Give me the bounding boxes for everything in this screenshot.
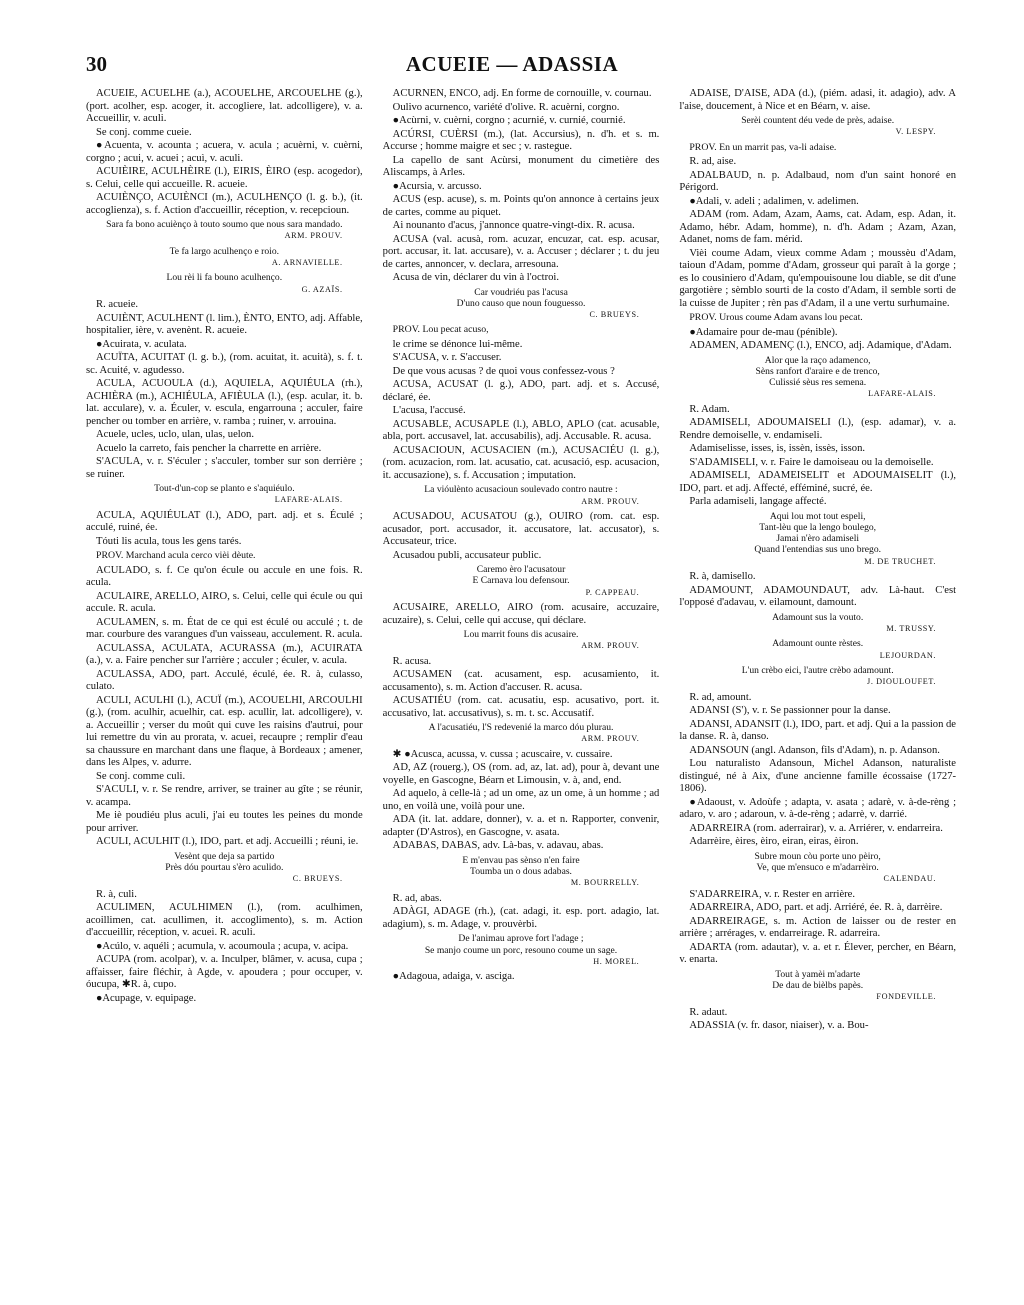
dictionary-entry: ADAMOUNT, ADAMOUNDAUT, adv. Là-haut. C'est l'opposé d'adavau, v. eilamount, damount. bbox=[679, 584, 957, 609]
quotation-author: M. BOURRELLY. bbox=[570, 878, 640, 888]
quotation-author: LAFARE-ALAIS. bbox=[868, 389, 937, 399]
dictionary-entry: Acusa de vin, déclarer du vin à l'octroi. bbox=[392, 272, 560, 283]
dictionary-entry: Tóuti lis acula, tous les gens tarés. bbox=[96, 535, 242, 547]
dictionary-entry: ACULAIRE, ARELLO, AIRO, s. Celui, celle qui écule ou qui accule. R. acula. bbox=[86, 590, 363, 615]
dictionary-entry: ACUPA (rom. acolpar), v. a. Inculper, blâmer, v. acusa, cupa ; affaisser, faire fléchir, à Agde, v. apoudera ; pour occuper, v. óucupa, ✱R. à, cupo. bbox=[86, 954, 363, 991]
quotation-author: LEJOURDAN. bbox=[879, 650, 937, 660]
dictionary-columns bbox=[86, 88, 956, 1288]
quotation bbox=[679, 355, 956, 389]
dictionary-entry: ADABAS, DABAS, adv. Là-bas, v. adavau, abas. bbox=[392, 840, 604, 852]
quotation-line: Adamount ounte rèstes. bbox=[772, 638, 864, 650]
dictionary-entry: ●Acùrni, v. cuèrni, corgno ; acurnié, v. curnié, cournié. bbox=[392, 115, 626, 126]
dictionary-entry: S'ADARREIRA, v. r. Rester en arrière. bbox=[689, 888, 856, 900]
dictionary-entry: R. à, culi. bbox=[96, 888, 137, 900]
quotation-line: Près dóu pourtau s'èro aculido. bbox=[165, 862, 284, 874]
dictionary-entry: ADANSI (S'), v. r. Se passionner pour la danse. bbox=[689, 705, 891, 717]
dictionary-entry: ACULI, ACULHIT (l.), IDO, part. et adj. Accueilli ; réuni, ie. bbox=[96, 836, 359, 848]
dictionary-entry: le crime se dénonce lui-même. bbox=[392, 338, 523, 350]
dictionary-entry: ●Acupage, v. equipage. bbox=[96, 992, 197, 1004]
dictionary-entry: ACUSABLE, ACUSAPLE (l.), ABLO, APLO (cat. acusable, abla, port. accusavel, lat. accusabilis), adj. Accusable. R. acusa. bbox=[382, 418, 660, 443]
dictionary-entry: ADA (it. lat. addare, donner), v. a. et n. Rapporter, convenir, adapter (D'Astros), en Gascogne, v. asata. bbox=[382, 814, 660, 838]
dictionary-entry: Acusadou publi, accusateur public. bbox=[392, 549, 542, 561]
quotation-author: C. BRUEYS. bbox=[589, 309, 640, 319]
quotation-line: Subre moun còu porte uno pèiro, bbox=[754, 850, 881, 862]
dictionary-entry: R. Adam. bbox=[689, 403, 730, 415]
dictionary-entry: R. ad, aise. bbox=[689, 156, 737, 168]
quotation-line: Alor que la raço adamenco, bbox=[764, 354, 871, 366]
dictionary-entry: ADARREIRAGE, s. m. Action de laisser ou de rester en arrière ; arrérages, v. endarreirage. R. adarreira. bbox=[679, 915, 957, 940]
dictionary-entry: Se conj. comme cueie. bbox=[96, 126, 192, 138]
dictionary-entry: ACULIMEN, ACULHIMEN (l.), (rom. aculhimen, acoillimen, cat. acullimen, it. accoglimento), s. m. Action d'accueillir, réception, v. acuei. R. aculi. bbox=[86, 902, 363, 939]
quotation bbox=[86, 219, 363, 230]
quotation bbox=[679, 851, 956, 873]
dictionary-entry: ACULA, ACUOULA (d.), AQUIELA, AQUIÉULA (rh.), ACHIÈRA (m.), ACHIÉULA, AFIÈULA (l.), (esp. acular, it. b. lat. acculare), v. a. Éculer, v. escula, engarrouna ; acculer, faire pencher ou tomber en arrière, v. ramba ; ruiner, v. arrouina. bbox=[86, 378, 363, 427]
dictionary-entry: Parla adamiseli, langage affecté. bbox=[689, 496, 827, 508]
dictionary-entry: ADANSI, ADANSIT (l.), IDO, part. et adj. Qui a la passion de la danse. R. à, danso. bbox=[679, 718, 957, 743]
dictionary-entry: De que vous acusas ? de quoi vous confessez-vous ? bbox=[392, 365, 615, 377]
quotation bbox=[383, 564, 660, 586]
dictionary-entry: ●Acuirata, v. aculata. bbox=[96, 338, 187, 350]
dictionary-entry: ●Acursia, v. arcusso. bbox=[392, 180, 482, 192]
dictionary-entry: ACUS (esp. acuse), s. m. Points qu'on annonce à certains jeux de cartes, comme au piquet. bbox=[382, 194, 660, 218]
proverb: PROV. Marchand acula cerco vièi dèute. bbox=[96, 550, 256, 562]
dictionary-entry: ADAMEN, ADAMENÇ (l.), ENCO, adj. Adamique, d'Adam. bbox=[689, 340, 952, 352]
column-left bbox=[86, 88, 363, 1288]
proverb: PROV. En un marrit pas, va-li adaise. bbox=[689, 141, 837, 153]
quotation bbox=[679, 115, 956, 126]
quotation-line: Toumba un o dous adabas. bbox=[470, 866, 572, 878]
quotation-author: C. BRUEYS. bbox=[292, 874, 343, 884]
dictionary-entry: ACULADO, s. f. Ce qu'on écule ou accule en une fois. R. acula. bbox=[86, 564, 363, 589]
dictionary-entry: ACULASSA, ACULATA, ACURASSA (m.), ACUIRATA (a.), v. a. Faire pencher sur l'arrière ; acculer ; éculer, v. acula. bbox=[86, 642, 363, 667]
quotation bbox=[383, 933, 660, 955]
quotation bbox=[383, 484, 660, 495]
dictionary-entry: La capello de sant Acùrsi, monument du cimetière des Aliscamps, à Arles. bbox=[382, 154, 660, 178]
dictionary-entry: Adarrèire, èires, èiro, eiran, eiras, èiron. bbox=[689, 836, 859, 848]
dictionary-entry: AD, AZ (rouerg.), OS (rom. ad, az, lat. ad), pour à, devant une voyelle, en Gascogne, Béarn et Limousin, v. à, and, end. bbox=[382, 762, 660, 786]
dictionary-entry: S'ACULI, v. r. Se rendre, arriver, se trainer au gîte ; se réunir, v. acampa. bbox=[86, 784, 363, 808]
dictionary-entry: ACUSA, ACUSAT (l. g.), ADO, part. adj. et s. Accusé, déclaré, ée. bbox=[382, 379, 660, 403]
quotation-line: Ve, que m'ensuco e m'adarrèiro. bbox=[756, 861, 879, 873]
quotation bbox=[679, 638, 956, 649]
dictionary-entry: ACURNEN, ENCO, adj. En forme de cornouille, v. cournau. bbox=[392, 88, 652, 99]
quotation-line: Serèi countent déu vede de près, adaise. bbox=[741, 115, 895, 126]
quotation-author: ARM. PROUV. bbox=[581, 496, 640, 506]
dictionary-entry: ACULA, AQUIÉULAT (l.), ADO, part. adj. et s. Éculé ; acculé, ruiné, ée. bbox=[86, 509, 363, 534]
quotation-author: H. MOREL. bbox=[593, 956, 640, 966]
dictionary-entry: Acuelo la carreto, fais pencher la charrette en arrière. bbox=[96, 442, 322, 454]
dictionary-entry: ADARREIRA, ADO, part. et adj. Arriéré, ée. R. à, darrèire. bbox=[689, 902, 943, 914]
dictionary-entry: Ai nounanto d'acus, j'annonce quatre-vingt-dix. R. acusa. bbox=[392, 220, 635, 231]
quotation-line: Caremo èro l'acusatour bbox=[476, 564, 566, 576]
dictionary-entry: ADAMISELI, ADAMEISELIT et ADOUMAISELIT (l.), IDO, part. et adj. Affecté, efféminé, sucré, ée. bbox=[679, 470, 957, 494]
dictionary-entry: ACUÏTA, ACUITAT (l. g. b.), (rom. acuitat, it. acuità), s. f. t. sc. Acuité, v. agudesso. bbox=[86, 352, 363, 376]
quotation bbox=[86, 246, 363, 257]
quotation bbox=[86, 483, 363, 494]
dictionary-entry: ADARREIRA (rom. aderrairar), v. a. Arriérer, v. endarreira. bbox=[689, 822, 943, 834]
dictionary-entry: ADAM (rom. Adam, Azam, Aams, cat. Adam, esp. Adan, it. Adamo, hébr. Adam, homme), n. d'h. Adam ; Azam, Azan, Adanet, noms de fam. mérid. bbox=[679, 209, 957, 246]
dictionary-entry: ●Adali, v. adeli ; adalimen, v. adelimen. bbox=[689, 195, 859, 207]
dictionary-entry: ACULASSA, ADO, part. Acculé, éculé, ée. R. à, culasso, culato. bbox=[86, 668, 363, 693]
quotation-line: Car voudriéu pas l'acusa bbox=[474, 286, 568, 298]
dictionary-entry: Vièi coume Adam, vieux comme Adam ; moussèu d'Adam, taioun d'Adam, pomme d'Adam, grosseur qui paraît à la gorge ; es lo cousiniero d'Adam, qu'empouisoune lou diable, se dit d'une gargotière ; sèmblo sourti de la costo d'Adam, il semble sorti de la cuisse de Jupiter ; rèn pas d'Adam, il a une vertu surhumaine. bbox=[679, 247, 957, 309]
dictionary-entry: ●Acuenta, v. acounta ; acuera, v. acula ; acuèrni, v. cuèrni, corgno ; acui, v. acuei ; acuì, v. aculi. bbox=[86, 140, 363, 164]
quotation-line: E m'envau pas sènso n'en faire bbox=[462, 854, 580, 866]
quotation-author: M. TRUSSY. bbox=[886, 623, 937, 633]
quotation-author: ARM. PROUV. bbox=[284, 231, 343, 241]
dictionary-entry: L'acusa, l'accusé. bbox=[392, 405, 466, 417]
dictionary-entry: Se conj. comme culi. bbox=[96, 770, 186, 782]
running-head: ACUEIE — ADASSIA bbox=[405, 52, 619, 76]
dictionary-entry: R. à, damisello. bbox=[689, 571, 756, 583]
dictionary-entry: Oulivo acurnenco, variété d'olive. R. acuèrni, corgno. bbox=[392, 101, 620, 113]
page-number: 30 bbox=[86, 52, 107, 76]
quotation-line: De l'animau aprove fort l'adage ; bbox=[458, 933, 584, 945]
dictionary-entry: ACULI, ACULHI (l.), ACUÏ (m.), ACOUELHI, ARCOULHI (g.), (rom. aculhir, acuelhir, cat. esp. acullir, lat. adcolligere), v. a. Accueillir ; verser du moût qui cuve les raisins d'autrui, pour lui remettre du vin au prorata, v. acuei, recaupre ; remplir d'eau sa chaussure en marchant dans une flaque, à Bordeaux ; amener, dans les Alpes, v. adurre. bbox=[86, 694, 363, 769]
quotation-line: Sara fa bono acuiènço à touto soumo que nous sara mandado. bbox=[106, 219, 343, 230]
dictionary-entry: ACUSATIÉU (rom. cat. acusatiu, esp. acusativo, port. it. accusativo, lat. accusativus), s. m. t. sc. Accusatif. bbox=[382, 695, 660, 719]
dictionary-entry: ●Adaoust, v. Adoùfe ; adapta, v. asata ; adarè, v. à-de-rèng ; adaro, v. aro ; adaroun, v. à-de-rèng ; adarrè, v. darrié. bbox=[679, 796, 957, 821]
quotation-author: M. DE TRUCHET. bbox=[864, 556, 937, 566]
dictionary-entry: ACULAMEN, s. m. État de ce qui est éculé ou acculé ; t. de mar. courbure des varangues d'un vaisseau, acculement. R. acula. bbox=[86, 616, 363, 641]
quotation bbox=[383, 855, 660, 877]
dictionary-entry: Lou naturalisto Adansoun, Michel Adanson, naturaliste distingué, né à Aix, d'une ancienne famille écossaise (1727-1806). bbox=[679, 758, 957, 795]
dictionary-entry: R. acusa. bbox=[392, 655, 432, 667]
quotation bbox=[383, 629, 660, 640]
quotation bbox=[86, 851, 363, 873]
quotation-line: E Carnava lou defensour. bbox=[472, 575, 570, 587]
dictionary-entry: ACUSADOU, ACUSATOU (g.), OUIRO (rom. cat. esp. acusador, port. accusador, it. accusatore, lat. accusator), s. Accusateur, trice. bbox=[382, 511, 660, 548]
quotation-line: Quand l'entendias sus uno brego. bbox=[754, 544, 882, 556]
quotation-line: Te fa largo aculhenço e roio. bbox=[169, 245, 280, 257]
quotation-line: Aqui lou mot tout espeli, bbox=[769, 510, 866, 522]
quotation bbox=[86, 272, 363, 283]
dictionary-entry: S'ACULA, v. r. S'éculer ; s'acculer, tomber sur son derrière ; se ruiner. bbox=[86, 456, 363, 480]
quotation-line: Tant-lèu que la lengo boulego, bbox=[759, 522, 877, 534]
column-middle bbox=[383, 88, 660, 1288]
quotation-line: Sèns ranfort d'araire e de trenco, bbox=[755, 365, 880, 377]
quotation-line: Culissié sèus res semena. bbox=[769, 377, 867, 389]
quotation-line: Tout à yamèi m'adarte bbox=[775, 968, 861, 980]
dictionary-entry: Me iè poudiéu plus aculi, j'ai eu toutes les peines du monde pour arriver. bbox=[86, 810, 363, 834]
dictionary-entry: R. ad, abas. bbox=[392, 892, 442, 904]
proverb: PROV. Urous coume Adam avans lou pecat. bbox=[689, 312, 863, 324]
dictionary-entry: R. acueie. bbox=[96, 299, 139, 311]
dictionary-entry: ADASSIA (v. fr. dasor, niaiser), v. a. Bou- bbox=[689, 1020, 869, 1032]
quotation-line: D'uno causo que noun fouguesso. bbox=[456, 297, 586, 309]
dictionary-entry: ACÚRSI, CUÈRSI (m.), (lat. Accursius), n. d'h. et s. m. Accurse ; homme maigre et sec ; v. rastegue. bbox=[382, 128, 660, 152]
dictionary-entry: R. ad, amount. bbox=[689, 691, 752, 703]
quotation-line: Adamount sus la vouto. bbox=[772, 611, 864, 623]
quotation bbox=[383, 722, 660, 733]
dictionary-entry: ACUSAIRE, ARELLO, AIRO (rom. acusaire, accuzaire, acuzaire), s. Celui, celle qui accuse, qui déclare. bbox=[382, 602, 660, 626]
dictionary-entry: S'ADAMISELI, v. r. Faire le damoiseau ou la demoiselle. bbox=[689, 456, 934, 468]
dictionary-entry: ADANSOUN (angl. Adanson, fils d'Adam), n. p. Adanson. bbox=[689, 744, 940, 756]
quotation bbox=[679, 969, 956, 991]
dictionary-entry: ACUIÈNÇO, ACUIÈNCI (m.), ACULHENÇO (l. g. b.), (it. accoglienza), s. f. Action d'accueillir, réception, v. recepcioun. bbox=[86, 192, 363, 216]
quotation-line: Vesènt que deja sa partido bbox=[174, 850, 275, 862]
dictionary-entry: Adamiselisse, isses, is, issèn, issès, isson. bbox=[689, 443, 866, 455]
dictionary-entry: ✱ ●Acusca, acussa, v. cussa ; acuscaire, v. cussaire. bbox=[392, 748, 613, 760]
quotation-line: Jamai n'èro adamiseli bbox=[776, 533, 860, 545]
dictionary-entry: ACUIÈIRE, ACULHÈIRE (l.), EIRIS, ÈIRO (esp. acogedor), s. Celui, celle qui accueille. R. acueie. bbox=[86, 166, 363, 190]
quotation-line: De dau de bièlbs papès. bbox=[772, 979, 864, 991]
column-right bbox=[679, 88, 956, 1288]
proverb: PROV. Lou pecat acuso, bbox=[392, 324, 489, 336]
dictionary-entry: S'ACUSA, v. r. S'accuser. bbox=[392, 352, 502, 364]
dictionary-entry: ●Adamaire pour de-mau (pénible). bbox=[689, 326, 838, 338]
dictionary-entry: ACUSACIOUN, ACUSACIEN (m.), ACUSACIÉU (l. g.), (rom. acuzacion, rom. lat. acusatio, cat. acusació, esp. acusacion, it. accusazione), s. f. Accusation ; imputation. bbox=[382, 444, 660, 481]
dictionary-entry: ●Adagoua, adaiga, v. asciga. bbox=[392, 971, 515, 983]
quotation bbox=[679, 665, 956, 676]
dictionary-entry: ADAISE, D'AISE, ADA (d.), (piém. adasi, it. adagio), adv. A l'aise, doucement, à Nice et en Béarn, v. aise. bbox=[679, 88, 957, 112]
quotation-author: LAFARE-ALAIS. bbox=[274, 495, 343, 505]
quotation-author: A. ARNAVIELLE. bbox=[271, 257, 343, 267]
quotation-author: J. DIOULOUFET. bbox=[867, 677, 937, 687]
dictionary-entry: ADAMISELI, ADOUMAISELI (l.), (esp. adamar), v. a. Rendre demoiselle, v. endamiseli. bbox=[679, 417, 957, 441]
quotation-author: ARM. PROUV. bbox=[581, 641, 640, 651]
quotation-author: FONDEVILLE. bbox=[876, 992, 937, 1002]
quotation bbox=[679, 511, 956, 556]
dictionary-entry: Acuele, ucles, uclo, ulan, ulas, uelon. bbox=[96, 429, 254, 441]
quotation-author: ARM. PROUV. bbox=[581, 734, 640, 744]
quotation-line: L'un crèbo eici, l'autre crèbo adamount. bbox=[741, 665, 894, 677]
dictionary-entry: ACUSA (val. acusà, rom. acuzar, encuzar, cat. esp. acusar, port. accusar, it. lat. accusare), v. a. Accuser ; déclarer ; t. du jeu de cartes, annoncer, v. declara, arresouna. bbox=[382, 233, 660, 270]
quotation-author: V. LESPY. bbox=[895, 127, 937, 137]
dictionary-entry: Ad aquelo, à celle-là ; ad un ome, az un ome, à un homme ; ad uno, en voilà une, voilà pour une. bbox=[382, 788, 660, 812]
quotation bbox=[679, 612, 956, 623]
quotation-line: Lou rèi li fa bouno aculhenço. bbox=[166, 272, 283, 284]
quotation-line: A l'acusatiéu, l'S redevenié la marco dóu plurau. bbox=[428, 722, 614, 734]
dictionary-entry: ADÀGI, ADAGE (rh.), (cat. adagi, it. esp. port. adagio, lat. adagium), s. m. Adage, v. prouvèrbi. bbox=[382, 906, 660, 930]
quotation-line: Lou marrit founs dis acusaire. bbox=[463, 629, 579, 641]
dictionary-entry: ACUEIE, ACUELHE (a.), ACOUELHE, ARCOUELHE (g.), (port. acolher, esp. acoger, it. accogliere, lat. adcolligere), v. a. Accueillir, v. aculi. bbox=[86, 88, 363, 124]
quotation bbox=[383, 287, 660, 309]
dictionary-entry: ADALBAUD, n. p. Adalbaud, nom d'un saint honoré en Périgord. bbox=[679, 169, 957, 194]
quotation-line: La vióulènto acusacioun soulevado contro nautre : bbox=[424, 484, 618, 496]
quotation-line: Tout-d'un-cop se planto e s'aquiéulo. bbox=[154, 483, 295, 495]
quotation-author: G. AZAÏS. bbox=[301, 284, 343, 294]
dictionary-entry: R. adaut. bbox=[689, 1006, 728, 1018]
dictionary-entry: ADARTA (rom. adautar), v. a. et r. Élever, percher, en Béarn, v. enarta. bbox=[679, 941, 957, 966]
quotation-author: P. CAPPEAU. bbox=[585, 587, 640, 597]
dictionary-entry: ACUSAMEN (cat. acusament, esp. acusamiento, it. accusamento), s. m. Action d'accuser. R. acusa. bbox=[382, 669, 660, 693]
quotation-author: CALENDAU. bbox=[883, 874, 937, 884]
quotation-line: Se manjo coume un porc, resouno coume un sage. bbox=[424, 944, 618, 956]
dictionary-entry: ●Acúlo, v. aquéli ; acumula, v. acoumoula ; acupa, v. acipa. bbox=[96, 940, 349, 952]
dictionary-entry: ACUIÈNT, ACULHENT (l. lim.), ÈNTO, ENTO, adj. Affable, hospitalier, ière, v. avenènt. R. acueie. bbox=[86, 312, 363, 337]
